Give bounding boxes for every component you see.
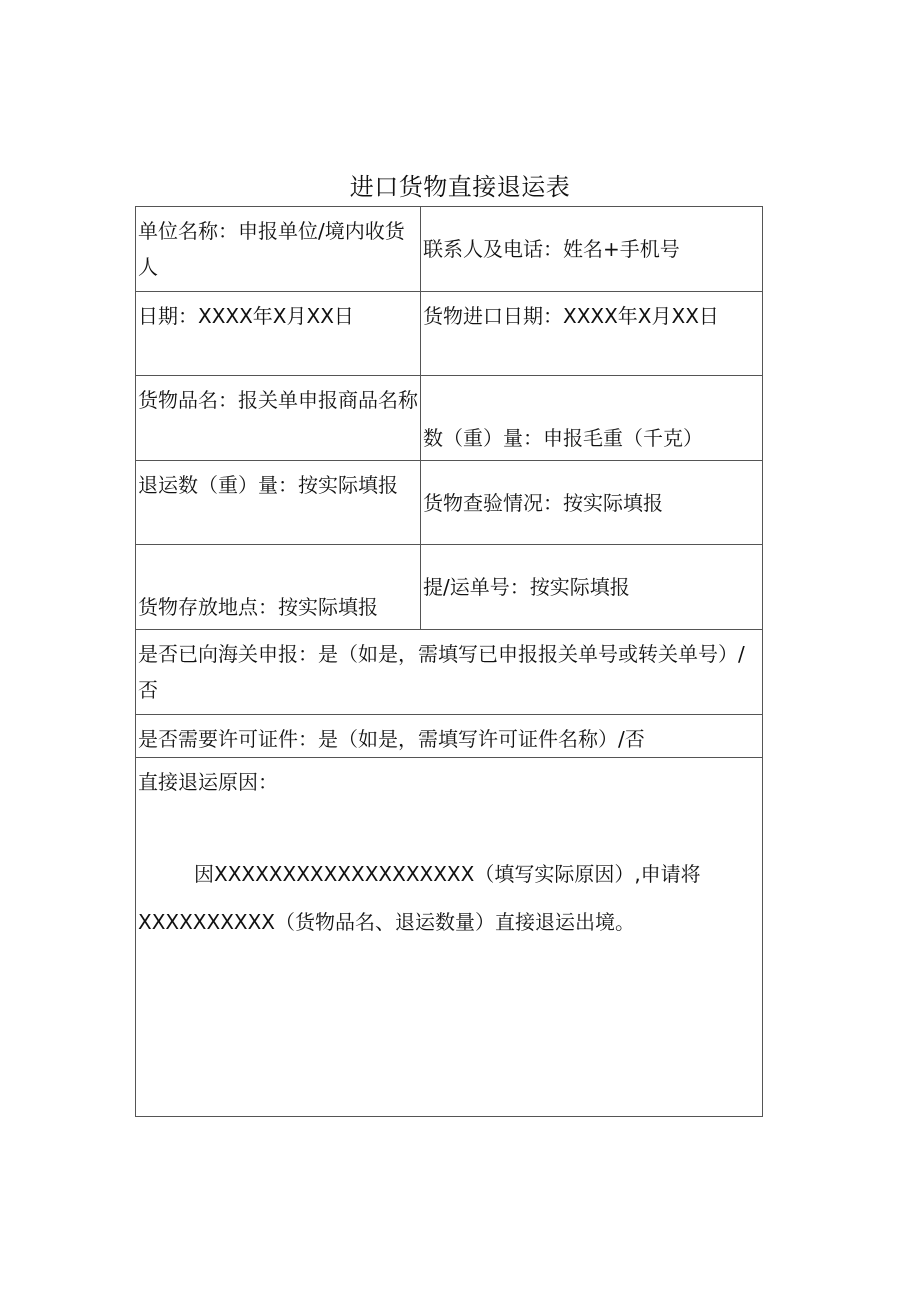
import-date-field: 货物进口日期：XXXX年X月XX日 [423,304,719,328]
row-declared [136,630,762,715]
storage-field: 货物存放地点：按实际填报 [136,545,421,629]
inspection-field: 货物查验情况：按实际填报 [423,491,663,515]
row-license [136,715,762,758]
license-field: 是否需要许可证件：是（如是，需填写许可证件名称）/否 [138,727,645,751]
reason-text: 因XXXXXXXXXXXXXXXXXXX（填写实际原因）,申请将XXXXXXXXXX（货物品名、退运数量）直接退运出境。 [138,862,701,934]
row-reason [136,758,762,1116]
goods-name-field: 货物品名：报关单申报商品名称 [136,376,421,460]
row-goods [136,376,762,461]
row-unit-contact [136,207,762,292]
return-quantity-field: 退运数（重）量：按实际填报 [136,461,421,544]
row-dates [136,292,762,376]
contact-field: 联系人及电话：姓名+手机号 [423,237,680,261]
row-storage [136,545,762,630]
return-shipment-form [135,206,763,1117]
reason-label: 直接退运原因： [138,770,278,794]
quantity-field: 数（重）量：申报毛重（千克） [423,426,703,450]
date-field: 日期：XXXX年X月XX日 [136,292,421,375]
form-title: 进口货物直接退运表 [349,173,571,201]
bill-number-field: 提/运单号：按实际填报 [423,575,630,599]
declared-field: 是否已向海关申报：是（如是，需填写已申报报关单号或转关单号）/否 [138,642,745,702]
unit-name-field: 单位名称：申报单位/境内收货人 [136,207,421,291]
row-return-quantity [136,461,762,545]
